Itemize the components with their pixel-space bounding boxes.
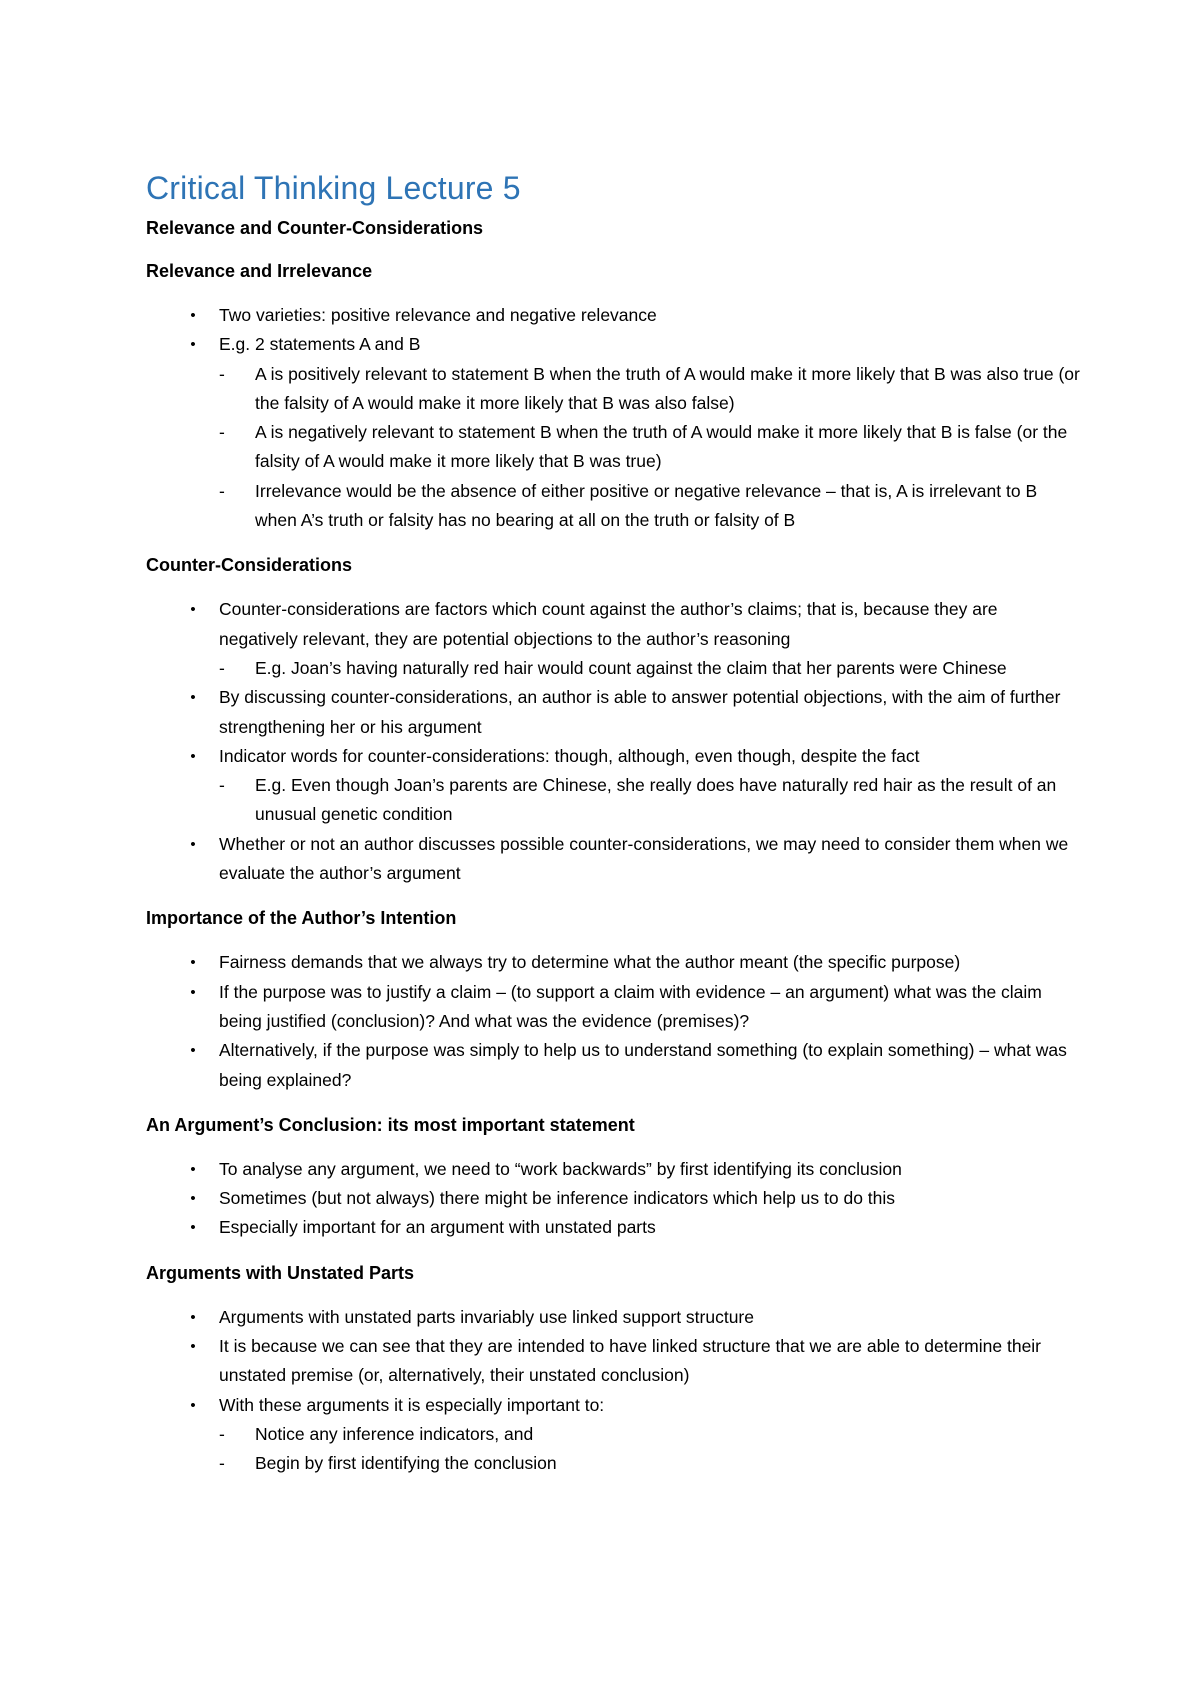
bullet-item bbox=[146, 1303, 1080, 1332]
bullet-list bbox=[146, 595, 1080, 888]
bullet-item bbox=[146, 683, 1080, 742]
sub-item bbox=[219, 654, 1080, 683]
bullet-text: It is because we can see that they are intended to have linked structure that we are able to determine their unstated premise (or, alternatively, their unstated conclusion) bbox=[219, 1336, 1042, 1386]
sub-item-text: A is negatively relevant to statement B when the truth of A would make it more likely that B is false (or the falsity of A would make it more likely that B was true) bbox=[255, 422, 1068, 472]
sub-item-text: Begin by first identifying the conclusion bbox=[255, 1453, 557, 1474]
bullet-icon: • bbox=[190, 336, 196, 354]
sub-item-text: E.g. Even though Joan’s parents are Chinese, she really does have naturally red hair as the result of an unusual genetic condition bbox=[255, 775, 1057, 825]
bullet-text: To analyse any argument, we need to “work backwards” by first identifying its conclusion bbox=[219, 1158, 902, 1179]
bullet-text: Whether or not an author discusses possible counter-considerations, we may need to consider them when we evaluate the author’s argument bbox=[219, 833, 1069, 884]
bullet-text: Sometimes (but not always) there might be inference indicators which help us to do this bbox=[219, 1188, 896, 1209]
bullet-icon: • bbox=[190, 1308, 196, 1326]
bullet-text: Indicator words for counter-considerations: though, although, even though, despite the fact bbox=[219, 745, 920, 766]
bullet-text: Fairness demands that we always try to determine what the author meant (the specific purpose) bbox=[219, 952, 961, 973]
bullet-icon: • bbox=[190, 1042, 196, 1060]
sub-list bbox=[219, 771, 1080, 830]
section bbox=[146, 1113, 1080, 1243]
section-heading: Arguments with Unstated Parts bbox=[146, 1262, 415, 1283]
section-heading: Counter-Considerations bbox=[146, 555, 353, 576]
bullet-icon: • bbox=[190, 601, 196, 619]
bullet-item bbox=[146, 742, 1080, 830]
sub-item-text: Irrelevance would be the absence of either positive or negative relevance – that is, A is irrelevant to B when A’s truth or falsity has no bearing at all on the truth or falsity of B bbox=[255, 480, 1038, 531]
section bbox=[146, 1261, 1080, 1479]
sub-item-text: E.g. Joan’s having naturally red hair would count against the claim that her parents were Chinese bbox=[255, 657, 1007, 678]
dash-icon: - bbox=[219, 775, 225, 796]
sub-item bbox=[219, 1449, 1080, 1478]
bullet-list bbox=[146, 948, 1080, 1094]
dash-icon: - bbox=[219, 1453, 225, 1474]
bullet-item bbox=[146, 1213, 1080, 1242]
bullet-text: By discussing counter-considerations, an author is able to answer potential objections, with the aim of further strengthening her or his argument bbox=[219, 687, 1061, 737]
bullet-text: If the purpose was to justify a claim – (to support a claim with evidence – an argument) what was the claim being justified (conclusion)? And what was the evidence (premises)? bbox=[219, 981, 1042, 1031]
section-heading: Relevance and Irrelevance bbox=[146, 261, 373, 281]
bullet-text: Counter-considerations are factors which count against the author’s claims; that is, because they are negatively relevant, they are potential objections to the author’s reasoning bbox=[219, 599, 998, 649]
bullet-item bbox=[146, 595, 1080, 683]
bullet-text: Alternatively, if the purpose was simply to help us to understand something (to explain something) – what was being explained? bbox=[219, 1040, 1067, 1090]
sub-item-text: A is positively relevant to statement B when the truth of A would make it more likely that B was also true (or the falsity of A would make it more likely that B was also false) bbox=[255, 363, 1080, 413]
bullet-item bbox=[146, 1155, 1080, 1184]
bullet-item bbox=[146, 1391, 1080, 1479]
sub-item bbox=[219, 360, 1080, 419]
bullet-item bbox=[146, 830, 1080, 889]
bullet-list bbox=[146, 301, 1080, 535]
page-title: Critical Thinking Lecture 5 bbox=[146, 170, 521, 206]
bullet-item bbox=[146, 1184, 1080, 1213]
bullet-icon: • bbox=[190, 954, 196, 972]
bullet-item bbox=[146, 301, 1080, 330]
bullet-icon: • bbox=[190, 835, 196, 853]
bullet-icon: • bbox=[190, 689, 196, 707]
dash-icon: - bbox=[219, 1423, 225, 1444]
bullet-list bbox=[146, 1155, 1080, 1243]
bullet-icon: • bbox=[190, 307, 196, 324]
sub-item bbox=[219, 771, 1080, 830]
page-subtitle: Relevance and Counter-Considerations bbox=[146, 218, 484, 238]
bullet-item bbox=[146, 978, 1080, 1037]
section-heading: Importance of the Author’s Intention bbox=[146, 908, 457, 929]
bullet-icon: • bbox=[190, 1160, 196, 1178]
dash-icon: - bbox=[219, 363, 225, 384]
sub-list bbox=[219, 654, 1080, 683]
bullet-icon: • bbox=[190, 1338, 196, 1356]
sub-item bbox=[219, 477, 1080, 536]
document-body bbox=[146, 259, 1080, 1479]
bullet-icon: • bbox=[190, 1396, 196, 1414]
section bbox=[146, 906, 1080, 1094]
bullet-icon: • bbox=[190, 747, 196, 765]
bullet-item bbox=[146, 1332, 1080, 1391]
bullet-text: E.g. 2 statements A and B bbox=[219, 334, 421, 355]
bullet-item bbox=[146, 948, 1080, 977]
dash-icon: - bbox=[219, 657, 225, 678]
sub-list bbox=[219, 360, 1080, 536]
bullet-text: With these arguments it is especially important to: bbox=[219, 1394, 605, 1415]
sub-item bbox=[219, 418, 1080, 477]
dash-icon: - bbox=[219, 480, 225, 501]
bullet-icon: • bbox=[190, 983, 196, 1001]
bullet-item bbox=[146, 330, 1080, 535]
sub-item bbox=[219, 1420, 1080, 1449]
sub-item-text: Notice any inference indicators, and bbox=[255, 1423, 534, 1444]
bullet-icon: • bbox=[190, 1219, 196, 1237]
bullet-text: Arguments with unstated parts invariably use linked support structure bbox=[219, 1306, 754, 1327]
section-heading: An Argument’s Conclusion: its most important statement bbox=[146, 1114, 635, 1135]
section bbox=[146, 259, 1080, 535]
bullet-icon: • bbox=[190, 1190, 196, 1208]
section bbox=[146, 553, 1080, 888]
bullet-text: Especially important for an argument with unstated parts bbox=[219, 1217, 656, 1238]
sub-list bbox=[219, 1420, 1080, 1479]
bullet-list bbox=[146, 1303, 1080, 1479]
bullet-text: Two varieties: positive relevance and negative relevance bbox=[219, 305, 657, 325]
bullet-item bbox=[146, 1036, 1080, 1095]
dash-icon: - bbox=[219, 422, 225, 443]
